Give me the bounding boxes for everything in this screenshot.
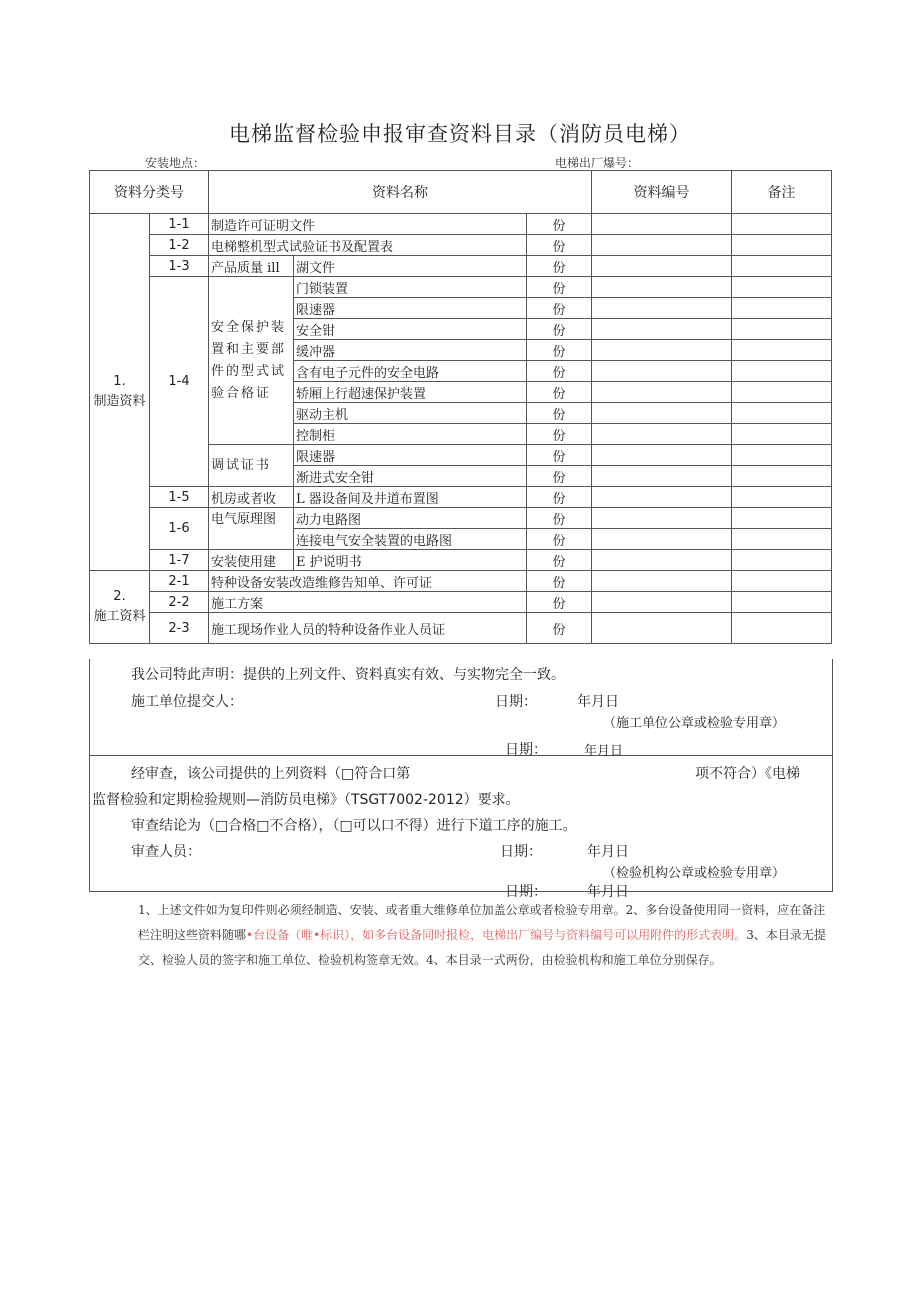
remark-cell[interactable]: [732, 340, 832, 361]
table-row: [90, 277, 832, 298]
item-name: 动力电路图: [294, 508, 527, 529]
group1-label-num: 1.: [113, 374, 126, 389]
number-cell[interactable]: [592, 445, 732, 466]
table-row: [90, 214, 832, 235]
unit-cell: 份: [527, 403, 592, 424]
page-title: 电梯监督检验申报审查资料目录（消防员电梯）: [229, 122, 691, 146]
number-cell[interactable]: [592, 298, 732, 319]
review-text-2: 监督检验和定期检验规则—消防员电梯》（TSGT7002-2012）要求。: [92, 792, 520, 808]
unit-cell: 份: [527, 319, 592, 340]
number-cell[interactable]: [592, 571, 732, 592]
remark-cell[interactable]: [732, 256, 832, 277]
table-row: [90, 235, 832, 256]
remark-cell[interactable]: [732, 550, 832, 571]
item-name: 轿厢上行超速保护装置: [294, 382, 527, 403]
item-name: 限速器: [294, 298, 527, 319]
date-value: 年月日: [577, 694, 619, 710]
row-code: 1-2: [150, 235, 209, 256]
row-name: 制造许可证明文件: [209, 214, 527, 235]
group1-label: [90, 214, 150, 571]
document-table: [89, 170, 832, 644]
unit-cell: 份: [527, 424, 592, 445]
remark-cell[interactable]: [732, 382, 832, 403]
unit-cell: 份: [527, 277, 592, 298]
table-row: [90, 508, 832, 529]
review-conclusion: 审查结论为（□合格□不合格），（□可以口不得）进行下道工序的施工。: [131, 818, 577, 834]
sub-label-debug: 调试证书: [209, 445, 294, 487]
date-label: 日期：: [500, 844, 542, 860]
unit-cell: 份: [527, 361, 592, 382]
row-code: 1-1: [150, 214, 209, 235]
row-name-a: 机房或者收: [209, 487, 294, 508]
remark-cell[interactable]: [732, 298, 832, 319]
header-number: 资料编号: [592, 171, 732, 214]
number-cell[interactable]: [592, 550, 732, 571]
number-cell[interactable]: [592, 256, 732, 277]
factory-number-label: 电梯出厂爆号：: [555, 156, 640, 170]
submitter-label: 施工单位提交人：: [131, 694, 243, 710]
table-row: [90, 592, 832, 613]
unit-cell: 份: [527, 592, 592, 613]
install-location-label: 安装地点：: [145, 156, 206, 170]
number-cell[interactable]: [592, 487, 732, 508]
remark-cell[interactable]: [732, 403, 832, 424]
unit-cell: 份: [527, 487, 592, 508]
unit-cell: 份: [527, 550, 592, 571]
header-name: 资料名称: [209, 171, 592, 214]
row-name-a: 安装使用建: [209, 550, 294, 571]
row-name: 电梯整机型式试验证书及配置表: [209, 235, 527, 256]
remark-cell[interactable]: [732, 445, 832, 466]
header-remark: 备注: [732, 171, 832, 214]
remark-cell[interactable]: [732, 319, 832, 340]
item-name: 驱动主机: [294, 403, 527, 424]
seal-note: （检验机构公章或检验专用章）: [603, 866, 786, 881]
row-name: 特种设备安装改造维修告知单、许可证: [209, 571, 527, 592]
remark-cell[interactable]: [732, 214, 832, 235]
row-code: 1-4: [150, 277, 209, 487]
group2-label: [90, 571, 150, 644]
number-cell[interactable]: [592, 529, 732, 550]
unit-cell: 份: [527, 340, 592, 361]
unit-cell: 份: [527, 466, 592, 487]
unit-cell: 份: [527, 613, 592, 644]
footnote-part3: 3、本目录无提交、检验人员的签字和施工单位、检验机构签章无效。4、本目录一式两份，由检验机构和施工单位分别保存。: [138, 928, 826, 967]
row-code: 2-1: [150, 571, 209, 592]
date-label: 日期：: [495, 694, 537, 710]
row-name: 施工现场作业人员的特种设备作业人员证: [209, 613, 527, 644]
review-text-1b: 项不符合）《电梯: [695, 766, 800, 782]
remark-cell[interactable]: [732, 613, 832, 644]
unit-cell: 份: [527, 214, 592, 235]
row-code: 1-7: [150, 550, 209, 571]
row-code: 1-5: [150, 487, 209, 508]
table-row: [90, 571, 832, 592]
review-text-1a: 经审查，该公司提供的上列资料（□符合口第: [131, 766, 411, 782]
seal-note: （施工单位公章或检验专用章）: [603, 716, 786, 731]
item-name: 渐进式安全钳: [294, 466, 527, 487]
date-value-2: 年月日: [584, 744, 624, 759]
remark-cell[interactable]: [732, 508, 832, 529]
header-category: 资料分类号: [90, 171, 209, 214]
footnotes: [138, 898, 828, 973]
declaration-text: 我公司特此声明：提供的上列文件、资料真实有效、与实物完全一致。: [131, 667, 565, 683]
remark-cell[interactable]: [732, 235, 832, 256]
date-label-2: 日期：: [505, 742, 547, 758]
row-code: 1-3: [150, 256, 209, 277]
number-cell[interactable]: [592, 382, 732, 403]
unit-cell: 份: [527, 256, 592, 277]
declaration-section: [89, 659, 833, 759]
number-cell[interactable]: [592, 361, 732, 382]
number-cell[interactable]: [592, 235, 732, 256]
row-name-b: 湖文件: [294, 256, 527, 277]
table-row: [90, 487, 832, 508]
footnote-part1: 1、上述文件如为复印件则必须经制造、安装、或者重大维修单位加盖公章或者检验专用章。2、多台设备使用同一资料，应在备注栏注明这些资料随哪: [138, 903, 826, 942]
remark-cell[interactable]: [732, 487, 832, 508]
remark-cell[interactable]: [732, 361, 832, 382]
review-section: [89, 755, 833, 900]
item-name: 限速器: [294, 445, 527, 466]
unit-cell: 份: [527, 298, 592, 319]
remark-cell[interactable]: [732, 592, 832, 613]
number-cell[interactable]: [592, 319, 732, 340]
reviewer-label: 审查人员：: [131, 844, 201, 860]
item-name: 缓冲器: [294, 340, 527, 361]
item-name: 安全钳: [294, 319, 527, 340]
row-name-b: E 护说明书: [294, 550, 527, 571]
number-cell[interactable]: [592, 340, 732, 361]
unit-cell: 份: [527, 445, 592, 466]
unit-cell: 份: [527, 382, 592, 403]
group2-label-num: 2.: [113, 589, 126, 604]
footnote-part2: •台设备（唯•标识），如多台设备同时报检，电梯出厂编号与资料编号可以用附件的形式表明。: [246, 928, 747, 942]
row-code: 2-2: [150, 592, 209, 613]
number-cell[interactable]: [592, 277, 732, 298]
number-cell[interactable]: [592, 424, 732, 445]
table-row: [90, 613, 832, 644]
date-value: 年月日: [587, 844, 629, 860]
table-row: [90, 550, 832, 571]
number-cell[interactable]: [592, 592, 732, 613]
sub-label-type-test: 安全保护装置和主要部件的型式试验合格证: [209, 277, 294, 445]
row-name-b: L 器设备间及井道布置图: [294, 487, 527, 508]
remark-cell[interactable]: [732, 466, 832, 487]
table-row: [90, 256, 832, 277]
item-name: 含有电子元件的安全电路: [294, 361, 527, 382]
number-cell[interactable]: [592, 214, 732, 235]
group1-label-text: 制造资料: [93, 394, 146, 409]
unit-cell: 份: [527, 571, 592, 592]
item-name: 控制柜: [294, 424, 527, 445]
row-name: 施工方案: [209, 592, 527, 613]
number-cell[interactable]: [592, 403, 732, 424]
item-name: 连接电气安全装置的电路图: [294, 529, 527, 550]
number-cell[interactable]: [592, 508, 732, 529]
unit-cell: 份: [527, 529, 592, 550]
row-code: 2-3: [150, 613, 209, 644]
number-cell[interactable]: [592, 613, 732, 644]
remark-cell[interactable]: [732, 571, 832, 592]
number-cell[interactable]: [592, 466, 732, 487]
date-label-2: 日期：: [505, 884, 547, 900]
row-name-a: 产品质量 ill: [209, 256, 294, 277]
sub-label-circuit: 电气原理图: [209, 508, 294, 550]
unit-cell: 份: [527, 508, 592, 529]
item-name: 门锁装置: [294, 277, 527, 298]
remark-cell[interactable]: [732, 424, 832, 445]
row-code: 1-6: [150, 508, 209, 550]
remark-cell[interactable]: [732, 277, 832, 298]
unit-cell: 份: [527, 235, 592, 256]
remark-cell[interactable]: [732, 529, 832, 550]
date-value-2: 年月日: [587, 884, 629, 900]
group2-label-text: 施工资料: [93, 609, 146, 624]
